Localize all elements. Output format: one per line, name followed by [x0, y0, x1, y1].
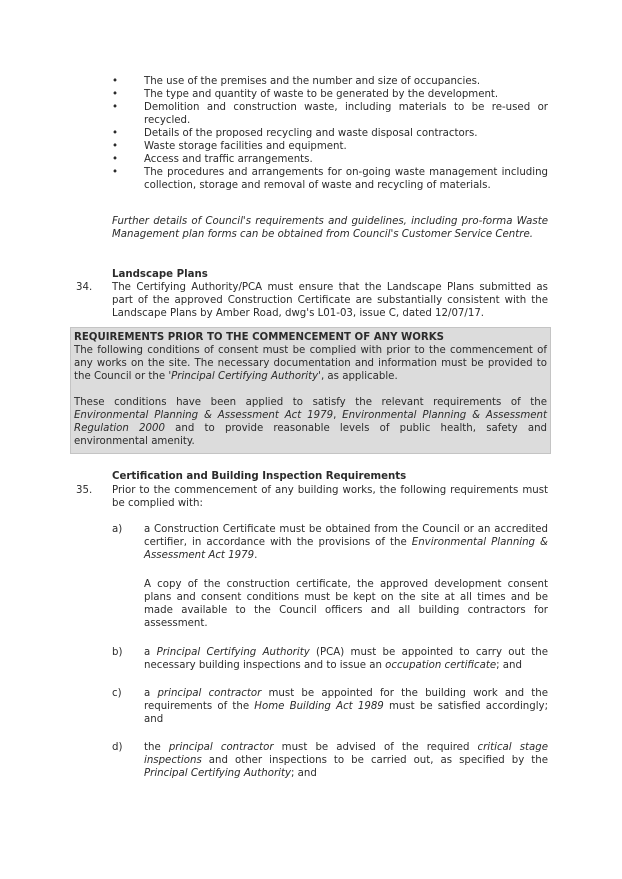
bullet-icon: •: [112, 154, 119, 165]
condition-number: 34.: [76, 282, 93, 293]
item-text: a Principal Certifying Authority (PCA) must be appointed to carry out the necessary building inspections and to issue an occupation certificate; and: [144, 647, 549, 671]
bullet-icon: •: [112, 128, 119, 139]
council-guidelines-note: Further details of Council's requirements and guidelines, including pro-forma Waste Management plan forms can be obtained from Council's Customer Service Centre.: [112, 216, 548, 240]
item-label: b): [112, 647, 123, 658]
list-item: • Waste storage facilities and equipment.: [112, 141, 347, 152]
requirements-title: REQUIREMENTS PRIOR TO THE COMMENCEMENT OF ANY WORKS: [74, 332, 445, 343]
bullet-icon: •: [112, 141, 119, 152]
requirements-paragraph: These conditions have been applied to satisfy the relevant requirements of the Environmental Planning & Assessment Act 1979, Environmental Planning & Assessment Regulation 2000 and to provide reasonable levels of public health, safety and environmental amenity.: [74, 397, 548, 447]
bullet-icon: •: [112, 167, 119, 178]
item-label: a): [112, 524, 123, 535]
bullet-icon: •: [112, 89, 119, 100]
item-text: a principal contractor must be appointed for the building work and the requirements of the Home Building Act 1989 must be satisfied accordingly; and: [144, 688, 549, 725]
list-item: • Demolition and construction waste, including materials to be re-used or recycled.: [112, 102, 548, 126]
item-text: A copy of the construction certificate, the approved development consent plans and consent conditions must be kept on the site at all times and be made available to the Council officers and all building contractors for assessment.: [144, 579, 548, 629]
list-item: • The use of the premises and the number and size of occupancies.: [112, 76, 481, 87]
item-text: a Construction Certificate must be obtained from the Council or an accredited certifier, in accordance with the provisions of the Environmental Planning & Assessment Act 1979.: [144, 524, 548, 561]
certification-intro: Prior to the commencement of any building works, the following requirements must be complied with:: [112, 485, 548, 509]
requirements-paragraph: The following conditions of consent must be complied with prior to the commencement of any works on the site. The necessary documentation and information must be provided to the Council or the 'Principal Certifying Authority', as applicable.: [74, 345, 547, 382]
requirements-box: [70, 327, 551, 454]
certification-heading: Certification and Building Inspection Requirements: [112, 471, 407, 482]
list-item: • The procedures and arrangements for on-going waste management including collection, storage and removal of waste and recycling of materials.: [112, 167, 548, 191]
item-label: c): [112, 688, 122, 699]
landscape-text: The Certifying Authority/PCA must ensure that the Landscape Plans submitted as part of the approved Construction Certificate are substantially consistent with the Landscape Plans by Amber Road, dwg's L01-03, issue C, dated 12/07/17.: [112, 282, 548, 319]
item-label: d): [112, 742, 123, 753]
list-item: • Details of the proposed recycling and waste disposal contractors.: [112, 128, 478, 139]
landscape-heading: Landscape Plans: [112, 269, 208, 280]
waste-management-list: [112, 75, 548, 192]
list-item: • Access and traffic arrangements.: [112, 154, 313, 165]
bullet-icon: •: [112, 102, 119, 113]
condition-number: 35.: [76, 485, 93, 496]
item-text: the principal contractor must be advised of the required critical stage inspections and other inspections to be carried out, as specified by the Principal Certifying Authority; and: [144, 742, 549, 779]
bullet-icon: •: [112, 76, 119, 87]
list-item: • The type and quantity of waste to be generated by the development.: [112, 89, 499, 100]
